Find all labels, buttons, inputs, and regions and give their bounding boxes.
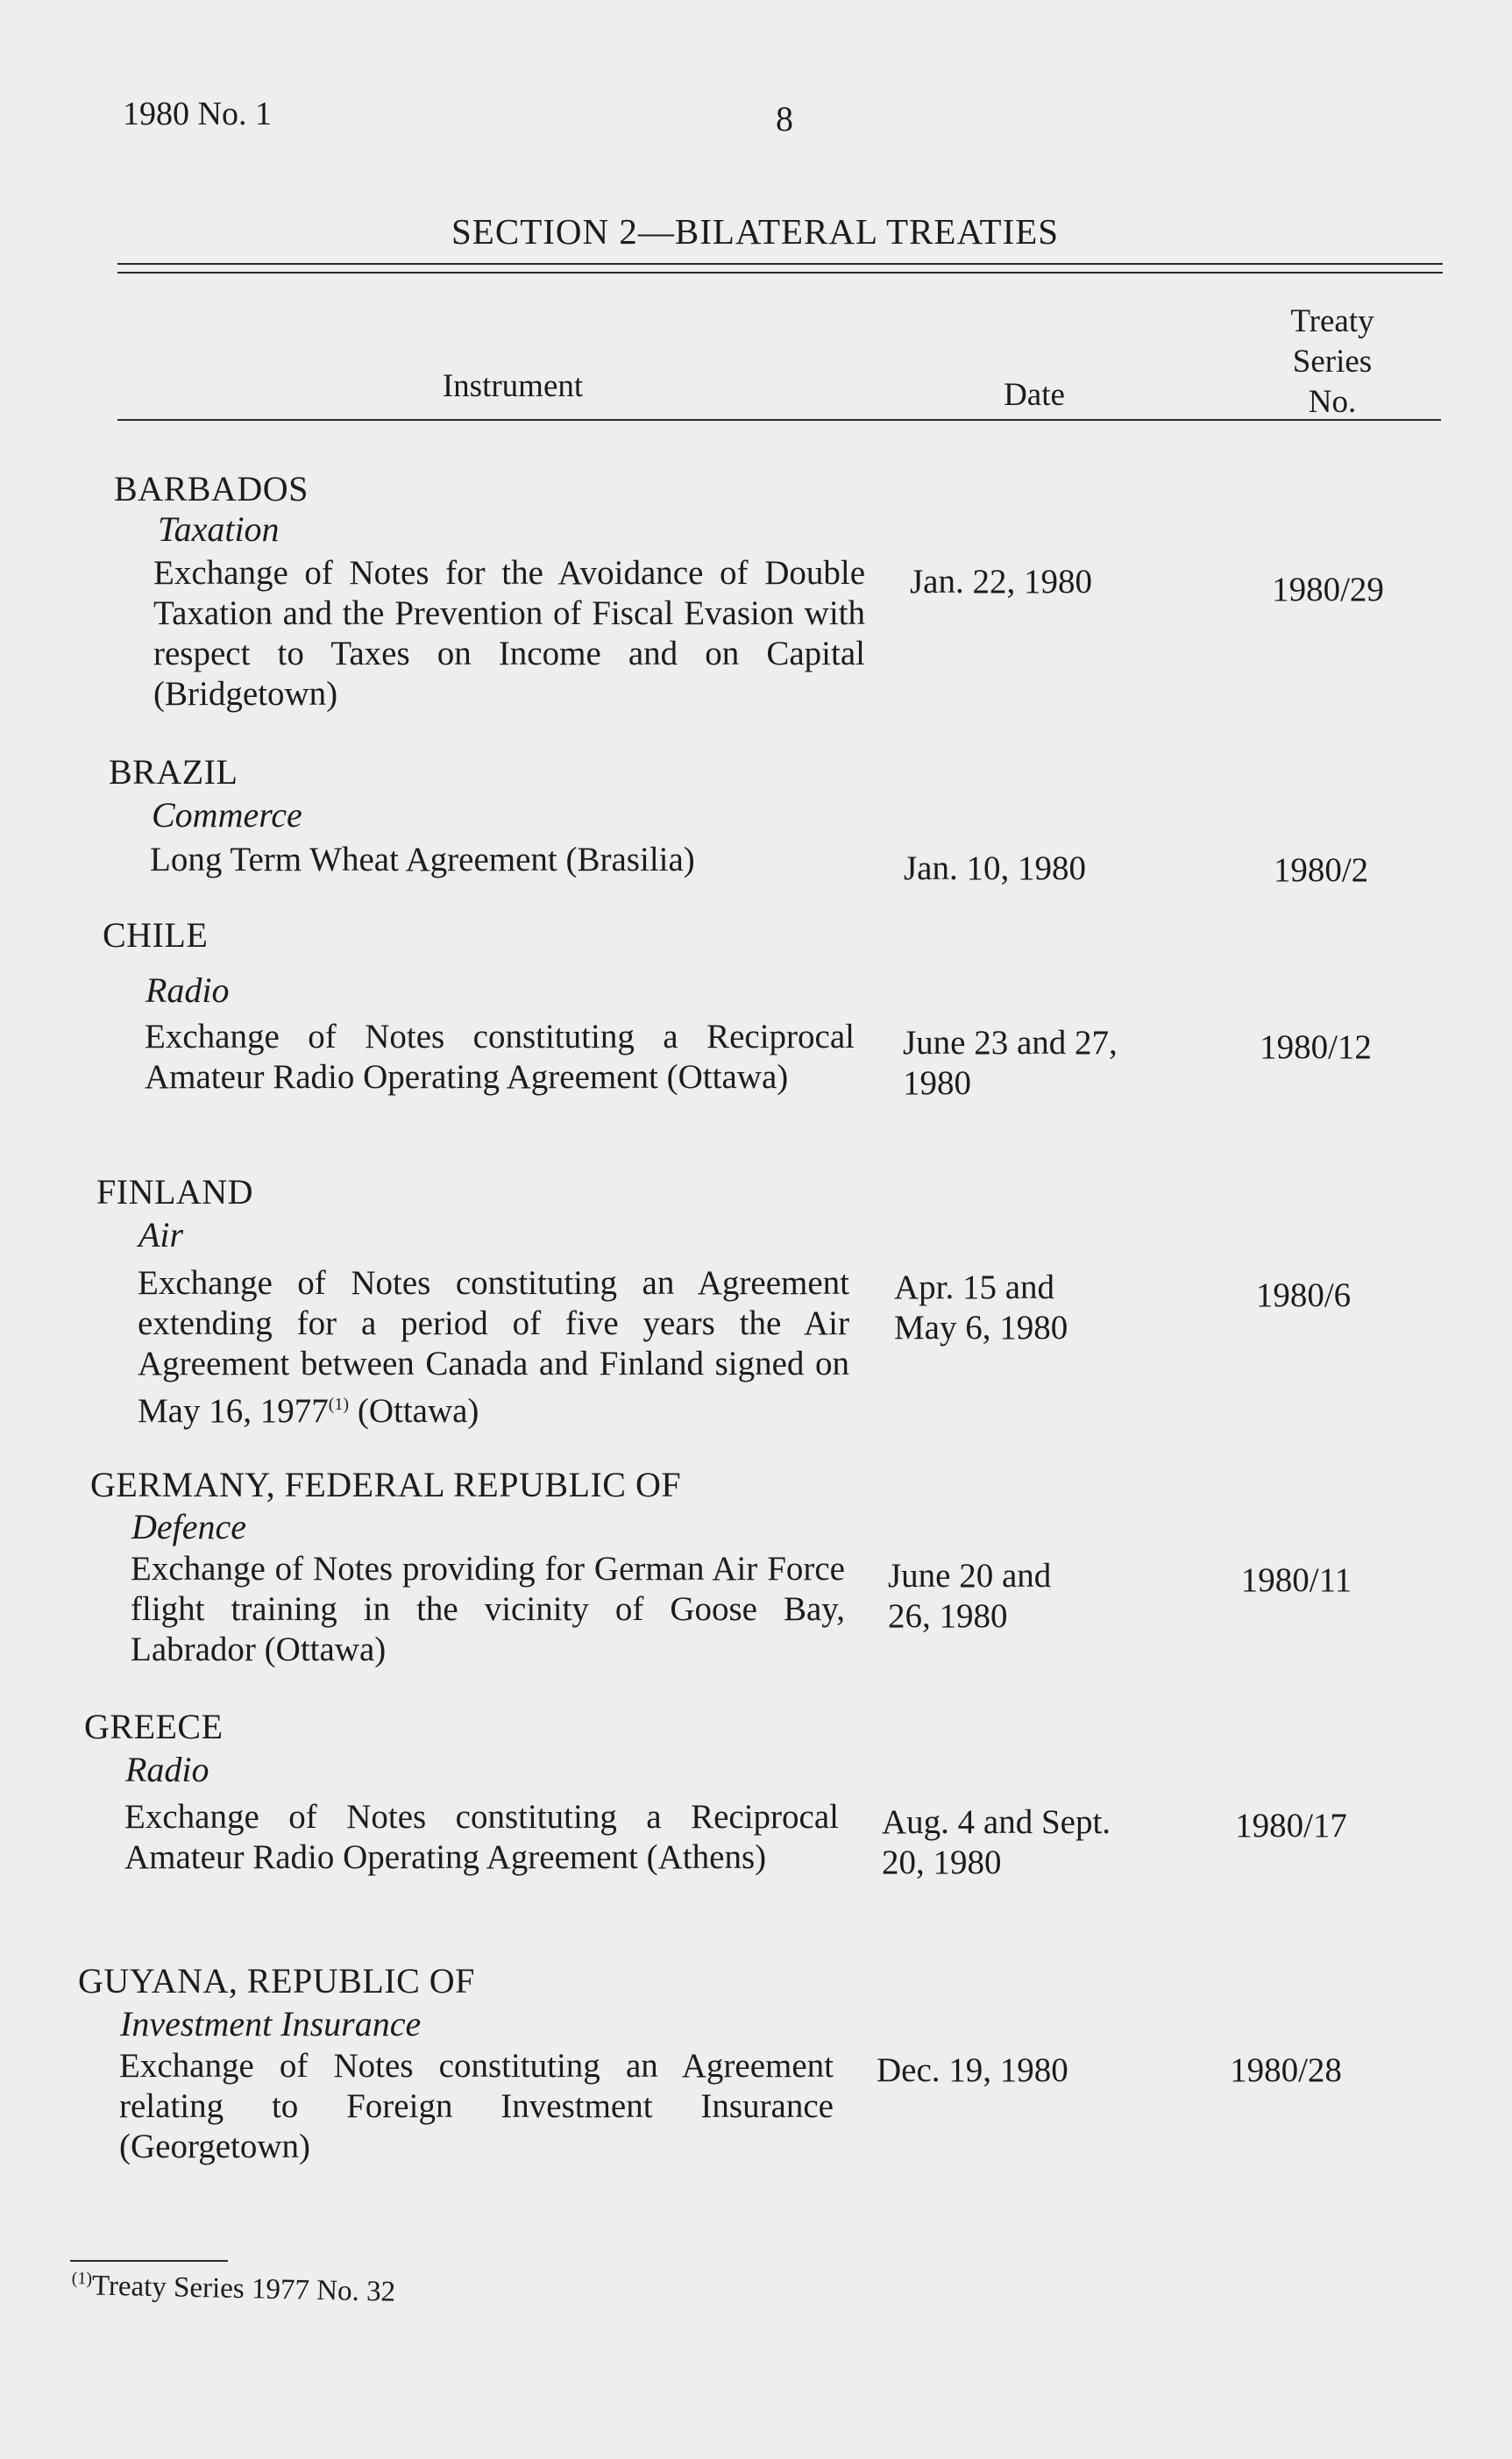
double-rule-bottom (117, 272, 1443, 274)
treaty-date: June 20 and 26, 1980 (888, 1557, 1052, 1635)
subject-heading: Radio (146, 970, 230, 1010)
treaty-series-number: 1980/28 (1230, 2051, 1342, 2089)
footnote-mark: (1) (71, 2269, 93, 2289)
instrument-description: Exchange of Notes constituting a Reciprocal Amateur Radio Operating Agreement (Ottawa) (145, 1018, 855, 1096)
series-header-line: Treaty (1290, 303, 1374, 339)
country-heading: BRAZIL (109, 752, 238, 792)
subject-heading: Defence (131, 1507, 247, 1546)
page-number: 8 (776, 99, 793, 139)
column-header-series (1253, 302, 1411, 423)
country-heading: FINLAND (96, 1172, 254, 1212)
instrument-description: Long Term Wheat Agreement (Brasilia) (150, 841, 695, 878)
country-heading: GUYANA, REPUBLIC OF (78, 1961, 475, 2001)
subject-heading: Commerce (152, 795, 302, 835)
double-rule-top (117, 263, 1443, 265)
treaty-date: Apr. 15 and May 6, 1980 (894, 1269, 1068, 1347)
footnote (71, 2269, 395, 2309)
subject-heading: Investment Insurance (120, 2004, 422, 2043)
treaty-date: Aug. 4 and Sept. 20, 1980 (882, 1803, 1111, 1881)
subject-heading: Taxation (158, 509, 280, 549)
running-head: 1980 No. 1 (123, 96, 272, 132)
series-header-line: No. (1308, 384, 1357, 420)
treaty-series-number: 1980/11 (1240, 1561, 1352, 1599)
instrument-description: Exchange of Notes for the Avoidance of Double Taxation and the Prevention of Fiscal Evasion with respect to Taxes on Income and on Capital (Bridgetown) (153, 554, 865, 713)
subject-heading: Radio (125, 1750, 209, 1789)
description-text: Exchange of Notes constituting an Agreement extending for a period of five years the Air Agreement between Canada and Finland signed on May 16, 1977 (138, 1264, 849, 1430)
footnote-text: Treaty Series 1977 No. 32 (91, 2270, 396, 2308)
treaty-series-number: 1980/12 (1260, 1028, 1372, 1066)
country-heading: GERMANY, FEDERAL REPUBLIC OF (90, 1465, 682, 1504)
subject-heading: Air (138, 1215, 184, 1254)
treaty-series-number: 1980/2 (1273, 851, 1369, 889)
country-heading: CHILE (103, 915, 209, 955)
instrument-description: Exchange of Notes providing for German Air Force flight training in the vicinity of Goose Bay, Labrador (Ottawa) (131, 1550, 845, 1668)
instrument-description: Exchange of Notes constituting a Reciprocal Amateur Radio Operating Agreement (Athens) (124, 1798, 839, 1876)
footnote-reference: (1) (328, 1395, 350, 1414)
country-heading: BARBADOS (114, 469, 309, 508)
section-title: SECTION 2—BILATERAL TREATIES (451, 211, 1060, 252)
instrument-description: Exchange of Notes constituting an Agreement relating to Foreign Investment Insurance (Georgetown) (119, 2047, 834, 2165)
column-header-date: Date (1004, 377, 1065, 413)
treaty-date: June 23 and 27, 1980 (903, 1024, 1118, 1102)
treaty-date: Jan. 22, 1980 (910, 563, 1092, 601)
instrument-description (138, 1263, 849, 1432)
treaty-series-number: 1980/17 (1235, 1807, 1347, 1844)
footnote-rule (70, 2260, 228, 2262)
column-header-instrument: Instrument (442, 368, 584, 404)
header-rule (117, 419, 1441, 421)
treaty-date: Jan. 10, 1980 (904, 849, 1086, 887)
series-header-line: Series (1292, 344, 1373, 380)
treaty-date: Dec. 19, 1980 (877, 2051, 1068, 2089)
description-tail: (Ottawa) (349, 1392, 479, 1430)
treaty-series-number: 1980/6 (1255, 1276, 1352, 1314)
country-heading: GREECE (84, 1707, 224, 1746)
treaty-series-number: 1980/29 (1272, 571, 1384, 608)
